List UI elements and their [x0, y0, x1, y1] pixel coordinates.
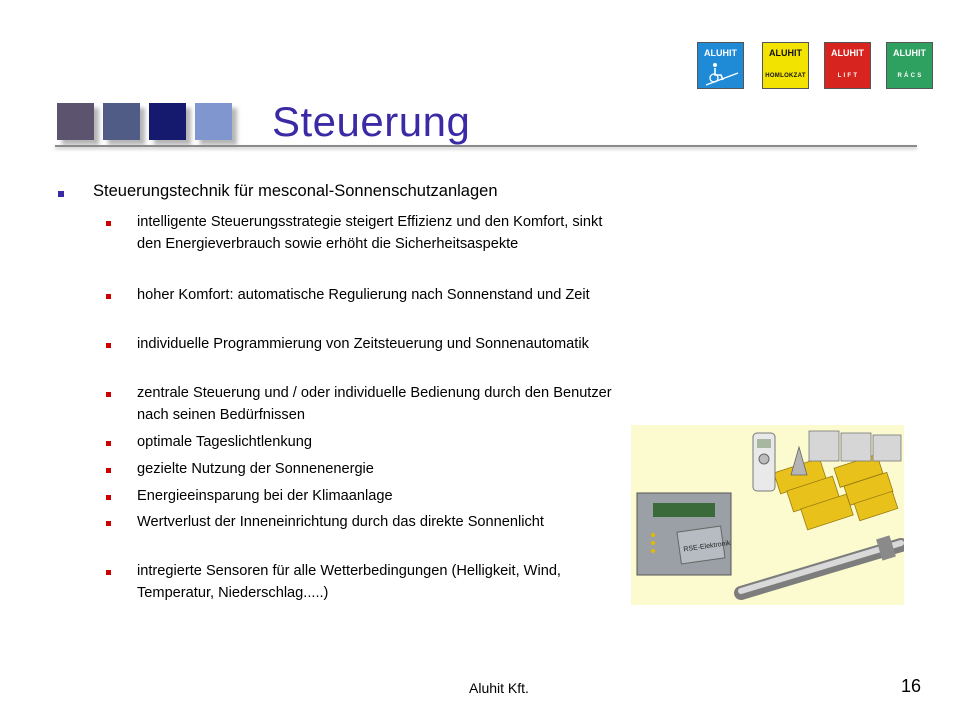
sensor-icon — [791, 447, 807, 475]
bullet-square-icon — [58, 191, 64, 197]
sub-bullet — [137, 333, 622, 355]
sub-bullet-text: hoher Komfort: automatische Regulierung nach Sonnenstand und Zeit — [137, 287, 590, 303]
footer-company: Aluhit Kft. — [469, 680, 529, 696]
sub-bullet — [137, 431, 622, 453]
sub-bullet-text: Energieeinsparung bei der Klimaanlage — [137, 488, 393, 504]
sub-bullet-text: zentrale Steuerung und / oder individuelle Bedienung durch den Benutzer nach seinen Bedürfnissen — [137, 385, 612, 423]
relay-modules — [809, 431, 901, 461]
terminal-blocks — [774, 454, 898, 529]
control-devices-illustration — [631, 425, 904, 605]
bullet-square-icon — [106, 570, 111, 575]
title-deco-square-4 — [195, 103, 232, 140]
logo-text: ALUHIT — [893, 48, 926, 58]
sub-bullet-text: intregierte Sensoren für alle Wetterbedingungen (Helligkeit, Wind, Temperatur, Niederschlag.....) — [137, 563, 561, 601]
page-number: 16 — [901, 676, 922, 696]
logo-text: ALUHIT — [831, 48, 864, 58]
bullet-square-icon — [106, 221, 111, 226]
logo-aluhit-racs — [886, 42, 933, 89]
sub-bullet-text: optimale Tageslichtlenkung — [137, 434, 312, 450]
sub-bullet — [137, 560, 622, 604]
sub-bullet-text: intelligente Steuerungsstrategie steigert Effizienz und den Komfort, sinkt den Energieverbrauch sowie erhöht die Sicherheitsaspekte — [137, 214, 603, 252]
bullet-square-icon — [106, 521, 111, 526]
sub-bullet — [137, 284, 622, 306]
main-bullet-text: Steuerungstechnik für mesconal-Sonnenschutzanlagen — [93, 182, 498, 200]
bullet-square-icon — [106, 468, 111, 473]
tubular-motor — [741, 535, 901, 593]
bullet-square-icon — [106, 392, 111, 397]
sub-bullet — [137, 382, 622, 426]
title-deco-square-3 — [149, 103, 186, 140]
wheelchair-ramp-icon — [698, 59, 743, 89]
logo-aluhit-blue — [697, 42, 744, 89]
logo-subtext: R Á C S — [897, 73, 922, 79]
bullet-square-icon — [106, 343, 111, 348]
sub-bullet — [137, 211, 622, 255]
title-deco-square-1 — [57, 103, 94, 140]
product-photo — [631, 425, 904, 605]
logo-subtext: L I F T — [837, 73, 858, 79]
logo-text: ALUHIT — [769, 48, 802, 58]
sub-bullet-text: Wertverlust der Inneneinrichtung durch das direkte Sonnenlicht — [137, 514, 544, 530]
slide-title: Steuerung — [272, 98, 471, 145]
device-label: RSE-Elektronik — [683, 539, 732, 554]
logo-aluhit-lift — [824, 42, 871, 89]
title-underline — [55, 145, 917, 147]
logo-aluhit-homlokzat — [762, 42, 809, 89]
sub-bullet — [137, 458, 622, 480]
logo-subtext: HOMLOKZAT — [765, 73, 806, 79]
bullet-square-icon — [106, 495, 111, 500]
bullet-square-icon — [106, 294, 111, 299]
logo-text: ALUHIT — [704, 48, 737, 58]
sub-bullet-text: individuelle Programmierung von Zeitsteuerung und Sonnenautomatik — [137, 336, 589, 352]
bullet-square-icon — [106, 441, 111, 446]
control-panel — [637, 493, 732, 575]
sub-bullet-text: gezielte Nutzung der Sonnenenergie — [137, 461, 374, 477]
title-deco-square-2 — [103, 103, 140, 140]
sub-bullet — [137, 511, 622, 533]
sub-bullet — [137, 485, 622, 507]
